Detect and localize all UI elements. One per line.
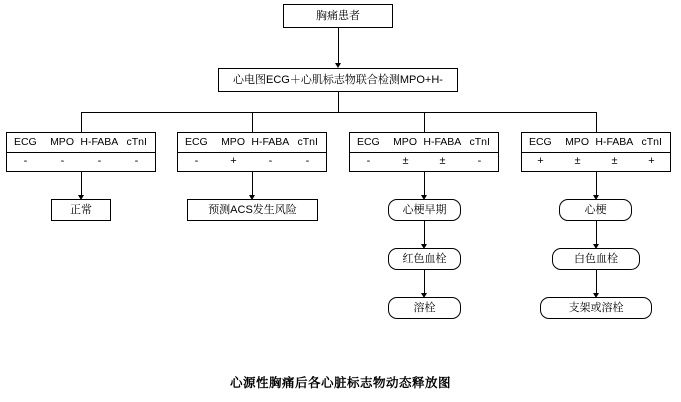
connector-branch-4-to-outcome [596,172,597,196]
step-branch-3-red-thrombus: 红色血栓 [388,248,461,270]
connector-test-to-bus [338,92,339,112]
marker-value-ctni: + [648,155,655,168]
marker-value-mpo: - [60,155,65,168]
connector-branch-3-step-2 [424,270,425,294]
marker-value-mpo: ± [574,155,581,168]
marker-header-mpo: MPO [50,136,74,148]
marker-value-ctni: - [134,155,139,168]
marker-value-row [7,153,155,172]
marker-header-hfaba: H-FABA [595,136,634,148]
drop-branch-2 [252,112,253,132]
marker-value-mpo: + [230,155,237,168]
connector-top-to-test [338,28,339,64]
marker-table-branch-4 [521,132,671,172]
marker-table-branch-2 [177,132,327,172]
marker-value-ecg: - [194,155,199,168]
marker-value-row [350,153,498,172]
marker-value-ecg: + [537,155,544,168]
marker-header-hfaba: H-FABA [423,136,462,148]
marker-header-ctni: cTnI [469,136,490,148]
drop-branch-1 [81,112,82,132]
connector-branch-3-to-outcome [424,172,425,196]
step-branch-4-stent-or-thrombolysis: 支架或溶栓 [540,297,652,319]
marker-header-hfaba: H-FABA [80,136,119,148]
marker-header-ecg: ECG [356,136,380,148]
marker-header-row [522,133,670,153]
marker-header-row [350,133,498,153]
outcome-branch-4: 心梗 [559,199,632,221]
distribution-bus [81,112,596,113]
marker-value-ctni: - [305,155,310,168]
marker-table-branch-3 [349,132,499,172]
marker-header-row [7,133,155,153]
diagram-caption: 心源性胸痛后各心脏标志物动态释放图 [229,376,451,390]
marker-value-row [178,153,326,172]
marker-header-ecg: ECG [13,136,37,148]
marker-table-branch-1 [6,132,156,172]
marker-header-mpo: MPO [221,136,245,148]
marker-header-ecg: ECG [528,136,552,148]
connector-branch-4-step-1 [596,221,597,245]
marker-header-mpo: MPO [393,136,417,148]
marker-value-ctni: - [477,155,482,168]
marker-value-hfaba: ± [439,155,446,168]
outcome-branch-1: 正常 [51,199,111,221]
marker-header-ecg: ECG [184,136,208,148]
drop-branch-3 [424,112,425,132]
marker-value-hfaba: ± [611,155,618,168]
step-branch-3-thrombolysis: 溶栓 [388,297,461,319]
marker-value-ecg: - [23,155,28,168]
marker-value-hfaba: - [268,155,273,168]
outcome-branch-2: 预测ACS发生风险 [187,199,318,221]
step-branch-4-white-thrombus: 白色血栓 [552,248,640,270]
connector-branch-1-to-outcome [81,172,82,196]
connector-branch-2-to-outcome [252,172,253,196]
marker-value-row [522,153,670,172]
connector-branch-4-step-2 [596,270,597,294]
node-ecg-mpo-test: 心电图ECG＋心肌标志物联合检测MPO+H- [218,68,458,92]
outcome-branch-3: 心梗早期 [388,199,461,221]
marker-value-mpo: ± [402,155,409,168]
drop-branch-4 [596,112,597,132]
marker-header-ctni: cTnI [126,136,147,148]
marker-value-ecg: - [366,155,371,168]
marker-header-mpo: MPO [565,136,589,148]
connector-branch-3-step-1 [424,221,425,245]
marker-header-ctni: cTnI [641,136,662,148]
node-chest-pain-patient: 胸痛患者 [283,4,393,28]
marker-header-row [178,133,326,153]
marker-header-hfaba: H-FABA [251,136,290,148]
marker-header-ctni: cTnI [297,136,318,148]
marker-value-hfaba: - [97,155,102,168]
